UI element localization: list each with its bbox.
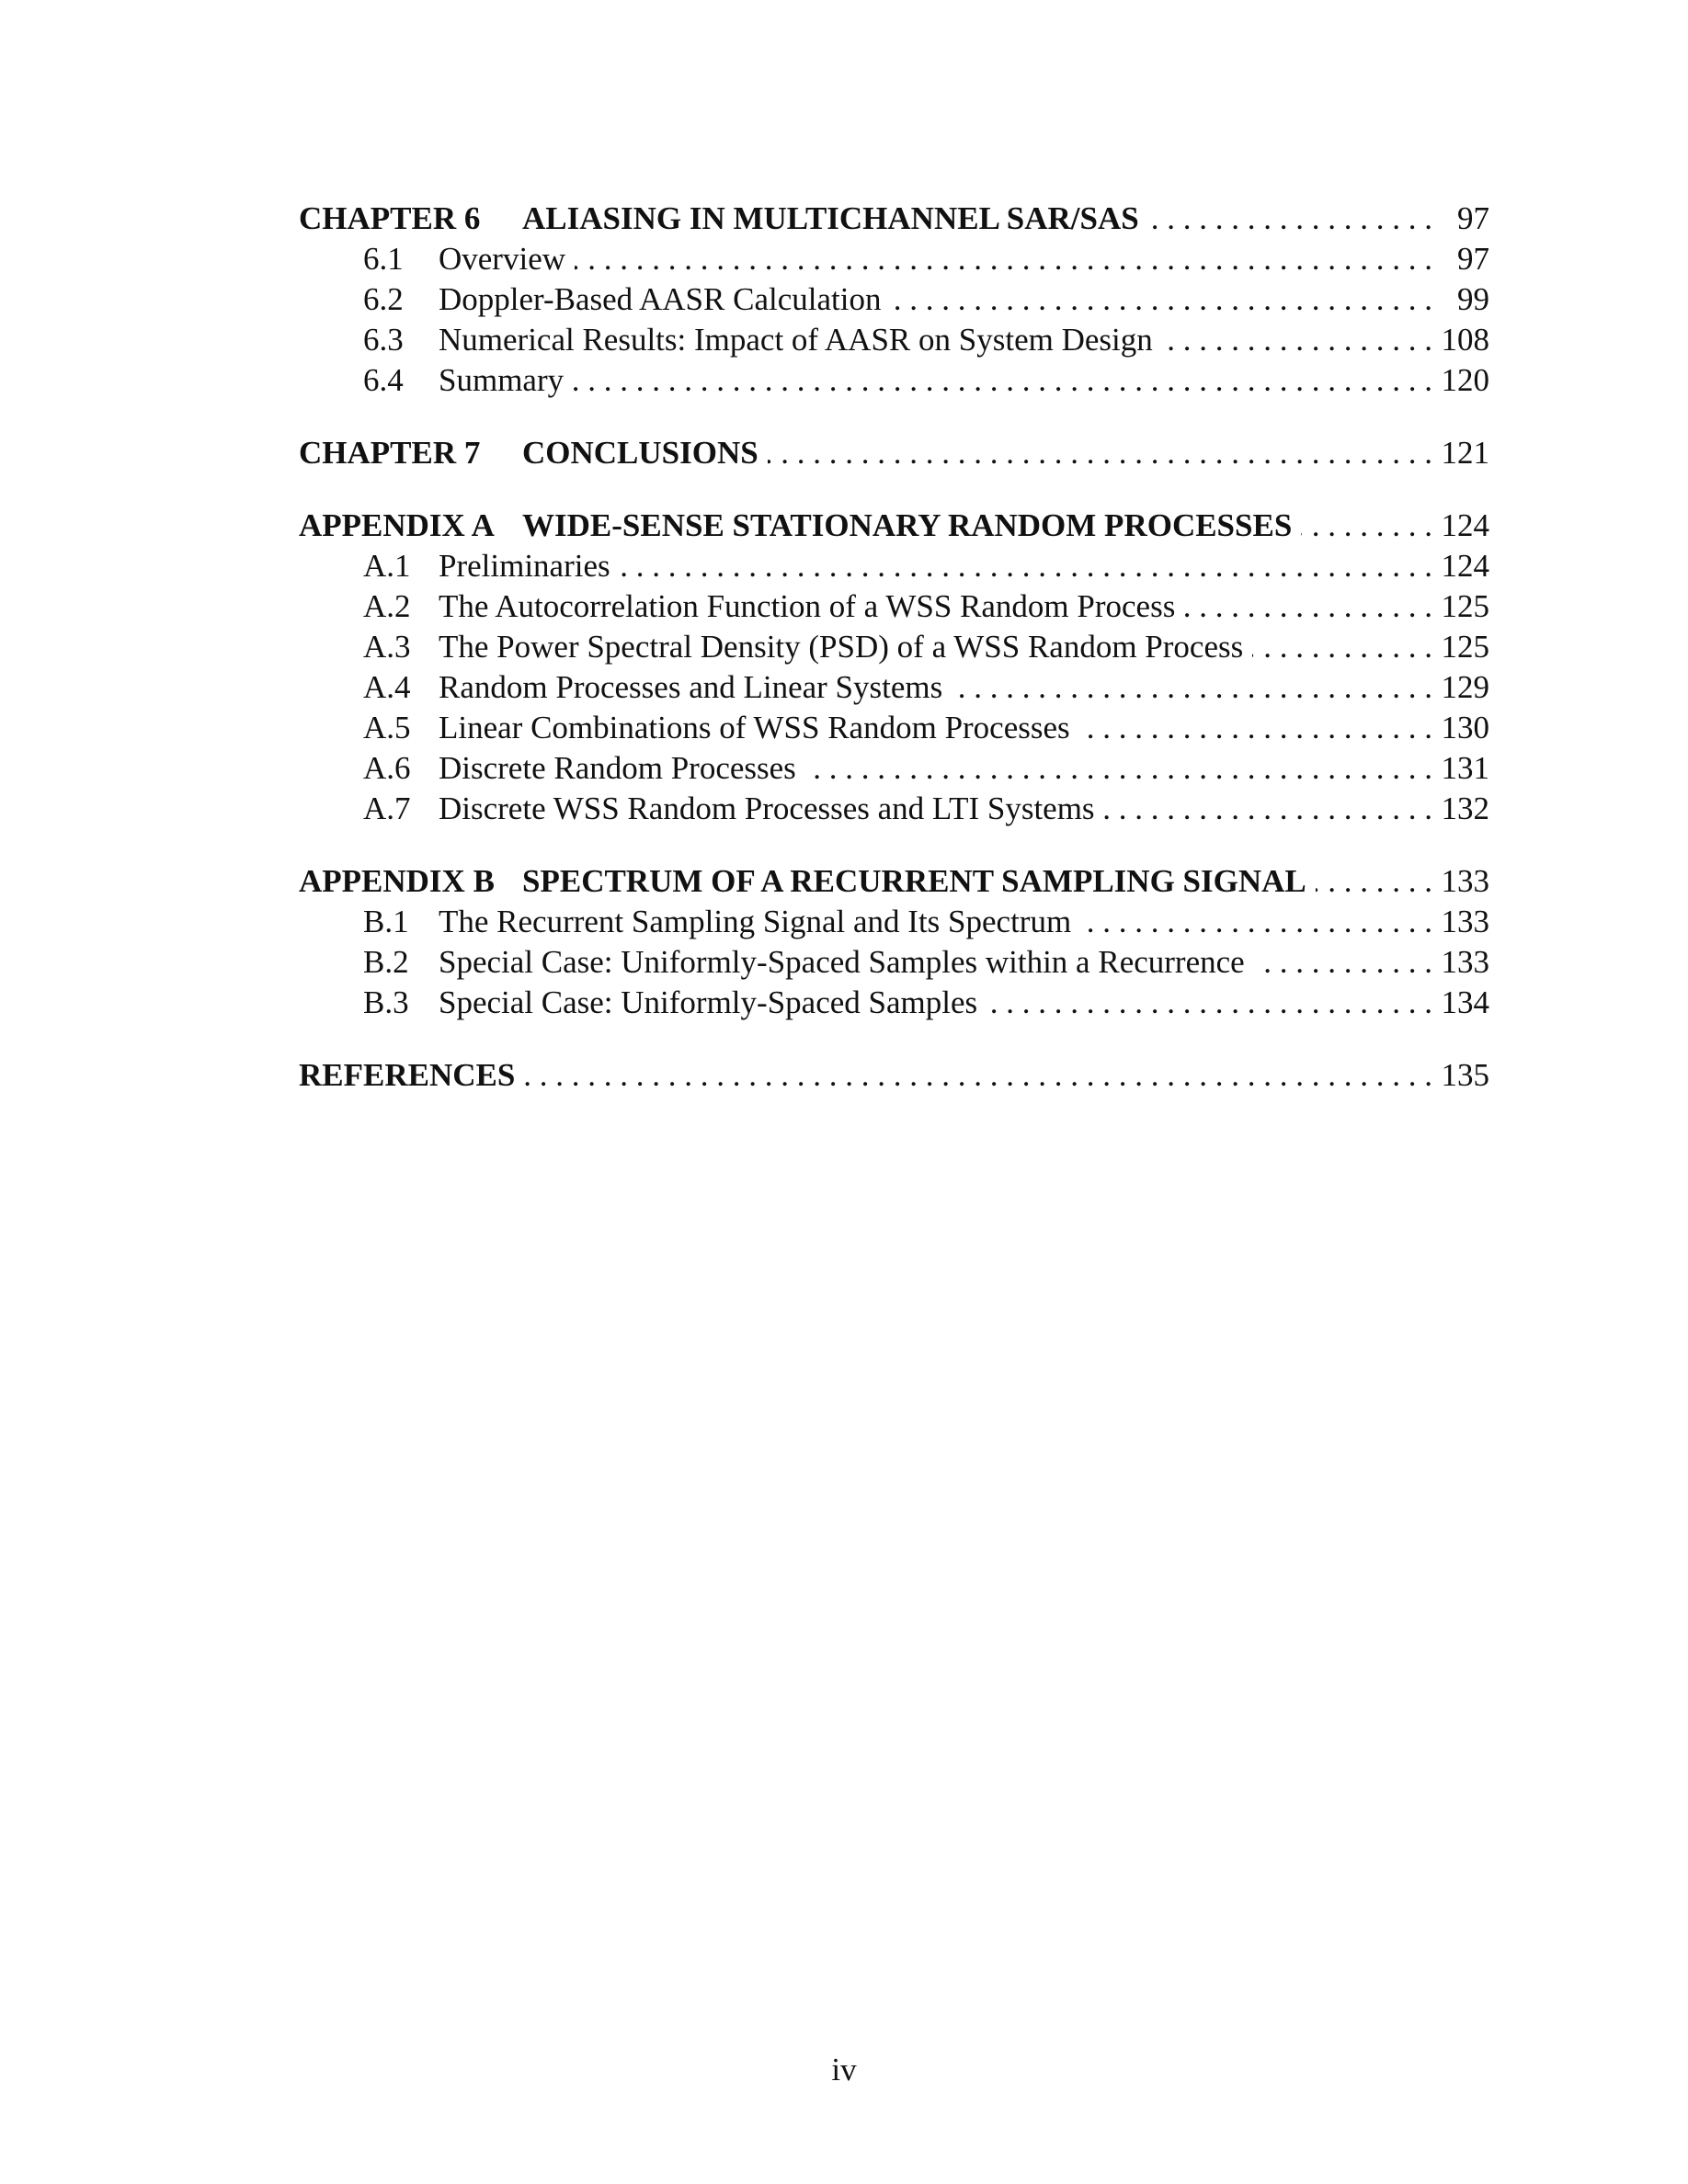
toc-entry-section[interactable] xyxy=(299,586,1489,627)
section-title: Special Case: Uniformly-Spaced Samples xyxy=(439,984,978,1020)
section-title: Summary xyxy=(439,362,565,398)
section-title: Doppler-Based AASR Calculation xyxy=(439,281,882,317)
section-number: A.5 xyxy=(363,710,411,745)
appendix-label: APPENDIX B xyxy=(299,863,495,899)
page-number: 130 xyxy=(1441,710,1489,745)
page-number: 97 xyxy=(1457,241,1489,277)
dot-leader xyxy=(1316,861,1432,902)
toc-entry-references[interactable] xyxy=(299,1055,1489,1096)
dot-leader xyxy=(952,667,1432,708)
page-number: 129 xyxy=(1441,669,1489,705)
dot-leader xyxy=(805,748,1432,789)
section-number: A.1 xyxy=(363,548,411,584)
dot-leader xyxy=(1104,789,1432,829)
section-number: 6.1 xyxy=(363,241,404,277)
section-number: A.3 xyxy=(363,629,411,665)
page-number: 97 xyxy=(1457,200,1489,236)
toc-entry-section[interactable] xyxy=(299,748,1489,789)
page-number: 99 xyxy=(1457,281,1489,317)
toc-entry-section[interactable] xyxy=(299,239,1489,279)
section-title: The Recurrent Sampling Signal and Its Spectrum xyxy=(439,904,1072,939)
appendix-title: SPECTRUM OF A RECURRENT SAMPLING SIGNAL xyxy=(522,863,1306,899)
dot-leader xyxy=(620,546,1432,586)
toc-entry-section[interactable] xyxy=(299,942,1489,983)
section-number: 6.4 xyxy=(363,362,404,398)
toc-entry-section[interactable] xyxy=(299,279,1489,320)
toc-entry-section[interactable] xyxy=(299,627,1489,667)
page-number: 124 xyxy=(1441,507,1489,543)
section-number: B.2 xyxy=(363,944,409,980)
dot-leader xyxy=(1079,708,1432,748)
toc-entry-section[interactable] xyxy=(299,360,1489,401)
page-number: 133 xyxy=(1441,904,1489,939)
section-number: A.4 xyxy=(363,669,411,705)
dot-leader xyxy=(1301,506,1432,546)
section-number: B.3 xyxy=(363,984,409,1020)
section-title: Special Case: Uniformly-Spaced Samples within a Recurrence xyxy=(439,944,1245,980)
dot-leader xyxy=(1162,320,1432,360)
section-title: Overview xyxy=(439,241,566,277)
toc-chapter-7 xyxy=(299,433,1489,473)
toc-entry-section[interactable] xyxy=(299,708,1489,748)
section-title: Linear Combinations of WSS Random Processes xyxy=(439,710,1070,745)
chapter-label: CHAPTER 6 xyxy=(299,200,481,236)
section-number: B.1 xyxy=(363,904,409,939)
toc-chapter-6 xyxy=(299,199,1489,401)
dot-leader xyxy=(575,239,1432,279)
dot-leader xyxy=(768,433,1432,473)
toc-entry-section[interactable] xyxy=(299,789,1489,829)
section-title: Discrete Random Processes xyxy=(439,750,796,786)
page-folio: iv xyxy=(831,2052,857,2087)
page-number: 125 xyxy=(1441,629,1489,665)
toc-entry-section[interactable] xyxy=(299,667,1489,708)
page-number: 108 xyxy=(1441,322,1489,358)
page-number: 135 xyxy=(1441,1057,1489,1093)
dot-leader xyxy=(890,279,1432,320)
references-title: REFERENCES xyxy=(299,1057,516,1093)
dot-leader xyxy=(1184,586,1432,627)
page-number: 132 xyxy=(1441,791,1489,826)
section-number: A.6 xyxy=(363,750,411,786)
dot-leader xyxy=(524,1055,1432,1096)
section-number: A.2 xyxy=(363,588,411,624)
toc-entry-section[interactable] xyxy=(299,902,1489,942)
page-number: 124 xyxy=(1441,548,1489,584)
section-title: The Autocorrelation Function of a WSS Random Process xyxy=(439,588,1176,624)
toc-entry-appendix[interactable] xyxy=(299,861,1489,902)
toc-references xyxy=(299,1055,1489,1096)
section-title: Numerical Results: Impact of AASR on System Design xyxy=(439,322,1153,358)
chapter-label: CHAPTER 7 xyxy=(299,435,481,471)
section-title: Discrete WSS Random Processes and LTI Systems xyxy=(439,791,1095,826)
page-number: 121 xyxy=(1441,435,1489,471)
dot-leader xyxy=(1080,902,1432,942)
toc-entry-chapter[interactable] xyxy=(299,199,1489,239)
section-title: Random Processes and Linear Systems xyxy=(439,669,943,705)
page-number: 120 xyxy=(1441,362,1489,398)
toc-entry-section[interactable] xyxy=(299,320,1489,360)
chapter-title: ALIASING IN MULTICHANNEL SAR/SAS xyxy=(522,200,1139,236)
section-title: The Power Spectral Density (PSD) of a WSS Random Process xyxy=(439,629,1244,665)
page-number: 131 xyxy=(1441,750,1489,786)
section-title: Preliminaries xyxy=(439,548,610,584)
dot-leader xyxy=(1254,942,1432,983)
appendix-title: WIDE-SENSE STATIONARY RANDOM PROCESSES xyxy=(522,507,1293,543)
toc-entry-chapter[interactable] xyxy=(299,433,1489,473)
toc-appendix-a xyxy=(299,506,1489,829)
appendix-label: APPENDIX A xyxy=(299,507,495,543)
toc-entry-section[interactable] xyxy=(299,983,1489,1023)
chapter-title: CONCLUSIONS xyxy=(522,435,758,471)
section-number: A.7 xyxy=(363,791,411,826)
page-number: 134 xyxy=(1441,984,1489,1020)
page-number: 133 xyxy=(1441,944,1489,980)
page-number: 125 xyxy=(1441,588,1489,624)
dot-leader xyxy=(1148,199,1432,239)
dot-leader xyxy=(1252,627,1432,667)
toc-entry-section[interactable] xyxy=(299,546,1489,586)
section-number: 6.2 xyxy=(363,281,404,317)
dot-leader xyxy=(573,360,1432,401)
section-number: 6.3 xyxy=(363,322,404,358)
table-of-contents xyxy=(299,199,1489,1128)
toc-appendix-b xyxy=(299,861,1489,1023)
page-number: 133 xyxy=(1441,863,1489,899)
dot-leader xyxy=(987,983,1432,1023)
toc-entry-appendix[interactable] xyxy=(299,506,1489,546)
